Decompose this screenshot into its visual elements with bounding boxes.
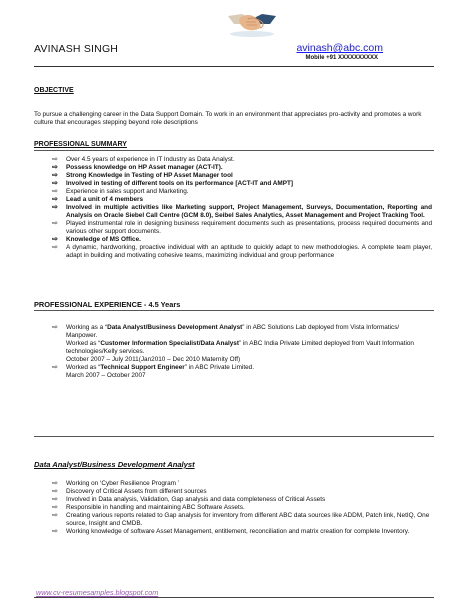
handshake-icon <box>226 4 278 38</box>
list-item: ⇨ Involved in testing of different tools on its performance [ACT-IT and AMPT] <box>52 180 293 187</box>
arrow-right-icon: ⇨ <box>52 480 58 487</box>
arrow-right-icon: ⇨ <box>52 172 58 179</box>
section-divider <box>34 436 434 437</box>
arrow-right-icon: ⇨ <box>52 156 58 163</box>
arrow-right-icon: ⇨ <box>52 236 58 243</box>
summary-list <box>52 156 432 260</box>
list-item: ⇨ Responsible in handling and maintaining ABC Software Assets. <box>52 504 245 511</box>
arrow-right-icon: ⇨ <box>52 204 58 211</box>
experience-divider <box>34 310 434 311</box>
list-item: ⇨ Working knowledge of software Asset Management, entitlement, reconciliation and matrix creation for complete Inventory. <box>52 528 410 535</box>
arrow-right-icon: ⇨ <box>52 188 58 195</box>
email-link[interactable]: avinash@abc.com <box>296 42 383 54</box>
arrow-right-icon: ⇨ <box>52 324 58 331</box>
list-item: ⇨ Strong Knowledge in Testing of HP Asset Manager tool <box>52 172 233 179</box>
list-item: ⇨ A dynamic, hardworking, proactive individual with an aptitude to quickly adapt to new methodologies. A complete team player, adapt in building and motivating cohesive teams, maximizing individual and group performance <box>52 244 432 259</box>
arrow-right-icon: ⇨ <box>52 164 58 171</box>
arrow-right-icon: ⇨ <box>52 364 58 371</box>
arrow-right-icon: ⇨ <box>52 196 58 203</box>
arrow-right-icon: ⇨ <box>52 180 58 187</box>
arrow-right-icon: ⇨ <box>52 496 58 503</box>
header-divider <box>34 66 434 67</box>
experience-heading: PROFESSIONAL EXPERIENCE - 4.5 Years <box>34 300 181 309</box>
list-item: ⇨ Lead a unit of 4 members <box>52 196 144 203</box>
role-detail-title: Data Analyst/Business Development Analyst <box>34 460 195 469</box>
list-item: ⇨ Working on ‘Cyber Resilience Program ’ <box>52 480 180 487</box>
arrow-right-icon: ⇨ <box>52 488 58 495</box>
arrow-right-icon: ⇨ <box>52 528 58 535</box>
list-item: ⇨ Knowledge of MS Office. <box>52 236 141 243</box>
experience-list <box>52 324 432 380</box>
mobile-number: Mobile +91 XXXXXXXXXX <box>305 55 378 61</box>
list-item: ⇨ Discovery of Critical Assets from different sources <box>52 488 207 495</box>
objective-heading: OBJECTIVE <box>34 87 74 94</box>
job-role: Customer Information Specialist/Data Analyst <box>100 340 239 347</box>
list-item: ⇨ Experience in sales support and Marketing. <box>52 188 189 195</box>
list-item: ⇨ Possess knowledge on HP Asset manager (ACT-IT). <box>52 164 223 171</box>
list-item: ⇨ Over 4.5 years of experience in IT Industry as Data Analyst. <box>52 156 235 163</box>
footer-link[interactable]: www.cv-resumesamples.blogspot.com <box>36 588 159 597</box>
job-role: Data Analyst/Business Development Analyst <box>107 324 243 331</box>
job-dates: March 2007 – October 2007 <box>66 372 146 379</box>
job-role: Technical Support Engineer <box>100 364 185 371</box>
summary-divider <box>34 150 434 151</box>
arrow-right-icon: ⇨ <box>52 244 58 251</box>
summary-heading: PROFESSIONAL SUMMARY <box>34 141 127 148</box>
candidate-name: AVINASH SINGH <box>34 43 119 55</box>
footer-divider <box>34 597 434 598</box>
objective-text: To pursue a challenging career in the Data Support Domain. To work in an environment that appreciates pro-activity and promotes a work culture that encourages stepping beyond role descriptions <box>34 111 422 126</box>
list-item: ⇨ Involved in multiple activities like Marketing support, Project Management, Surveys, Documentation, Reporting and Analysis on Oracle Siebel Call Centre (GCM 8.0), Seibel Sales Analytics, Asset Management and Project Tracking Tool. <box>52 204 432 219</box>
list-item: ⇨ Creating various reports related to Gap analysis for inventory from different ABC data sources like ADDM, Patch link, NetIQ, One source, Insight and CMDB. <box>52 512 430 527</box>
list-item: ⇨ Worked as “Technical Support Engineer” in ABC Private Limited. March 2007 – October 2007 <box>52 364 255 379</box>
list-item: ⇨ Played instrumental role in designing business requirement documents such as presentations, process required documents and various other support documents. <box>52 220 432 235</box>
arrow-right-icon: ⇨ <box>52 512 58 519</box>
resume-page <box>30 0 430 601</box>
arrow-right-icon: ⇨ <box>52 220 58 227</box>
list-item: ⇨ Working as a “Data Analyst/Business Development Analyst” in ABC Solutions Lab deployed from Vista Informatics/ Manpower. Worked as “Customer Information Specialist/Data Analyst” in ABC India Private Limited deployed from Vault Information technologies/Kelly services. October 2007 – July 2011(Jan2010 – Dec 2010 Maternity Off) <box>52 324 414 363</box>
job-dates: October 2007 – July 2011(Jan2010 – Dec 2010 Maternity Off) <box>66 356 241 363</box>
arrow-right-icon: ⇨ <box>52 504 58 511</box>
role-detail-list <box>52 480 432 536</box>
list-item: ⇨ Involved in Data analysis, Validation, Gap analysis and data completeness of Critical Assets <box>52 496 326 503</box>
